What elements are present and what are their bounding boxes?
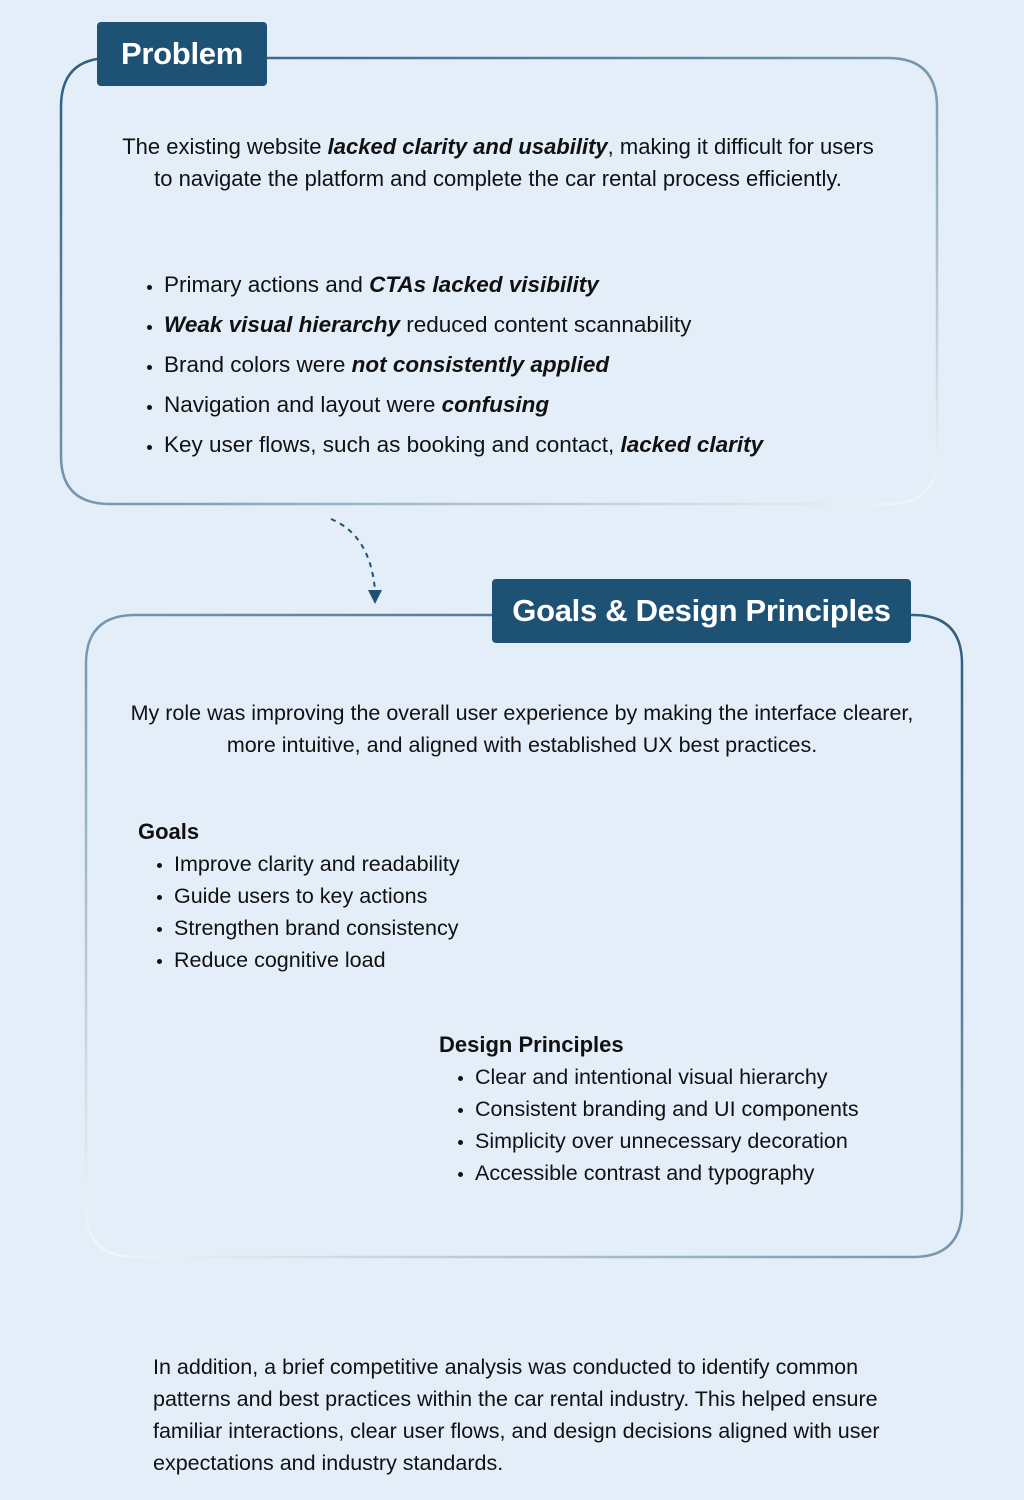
role-text: My role was improving the overall user experience by making the interface clearer, more intuitive, and aligned with established UX best practices.: [130, 701, 914, 757]
list-item: • Weak visual hierarchy reduced content scannability: [164, 305, 924, 345]
list-item: • Clear and intentional visual hierarchy: [475, 1061, 859, 1093]
list-item: • Guide users to key actions: [174, 880, 460, 912]
intro-text-start: The existing website: [122, 134, 328, 159]
list-item: • Simplicity over unnecessary decoration: [475, 1125, 859, 1157]
list-item: • Strengthen brand consistency: [174, 912, 460, 944]
list-item: • Primary actions and CTAs lacked visibility: [164, 265, 924, 305]
problem-bullet-list: [110, 265, 924, 465]
list-item: • Consistent branding and UI components: [475, 1093, 859, 1125]
list-item: • Key user flows, such as booking and contact, lacked clarity: [164, 425, 924, 465]
arrow-head-icon: [368, 590, 382, 604]
goals-heading: Goals: [138, 819, 200, 844]
goals-title: Goals & Design Principles: [512, 593, 891, 628]
list-item: • Brand colors were not consistently applied: [164, 345, 924, 385]
problem-title-badge: [97, 22, 267, 86]
addition-paragraph: In addition, a brief competitive analysis was conducted to identify common patterns and best practices within the car rental industry. This helped ensure familiar interactions, clear user flows, and design decisions aligned with user expectations and industry standards.: [153, 1355, 880, 1475]
connector-arrow-line: [331, 519, 375, 590]
list-item: • Accessible contrast and typography: [475, 1157, 859, 1189]
principles-heading: Design Principles: [439, 1032, 624, 1057]
goals-list: [138, 848, 460, 976]
problem-title: Problem: [121, 36, 243, 71]
list-item: • Navigation and layout were confusing: [164, 385, 924, 425]
intro-emphasis: lacked clarity and usability: [327, 134, 608, 159]
principles-list: [439, 1061, 859, 1189]
problem-intro: [110, 131, 886, 195]
list-item: • Improve clarity and readability: [174, 848, 460, 880]
goals-title-badge: [492, 579, 911, 643]
intro-text-end: , making it difficult for users to navigate the platform and complete the car rental process efficiently.: [154, 134, 874, 191]
list-item: • Reduce cognitive load: [174, 944, 460, 976]
